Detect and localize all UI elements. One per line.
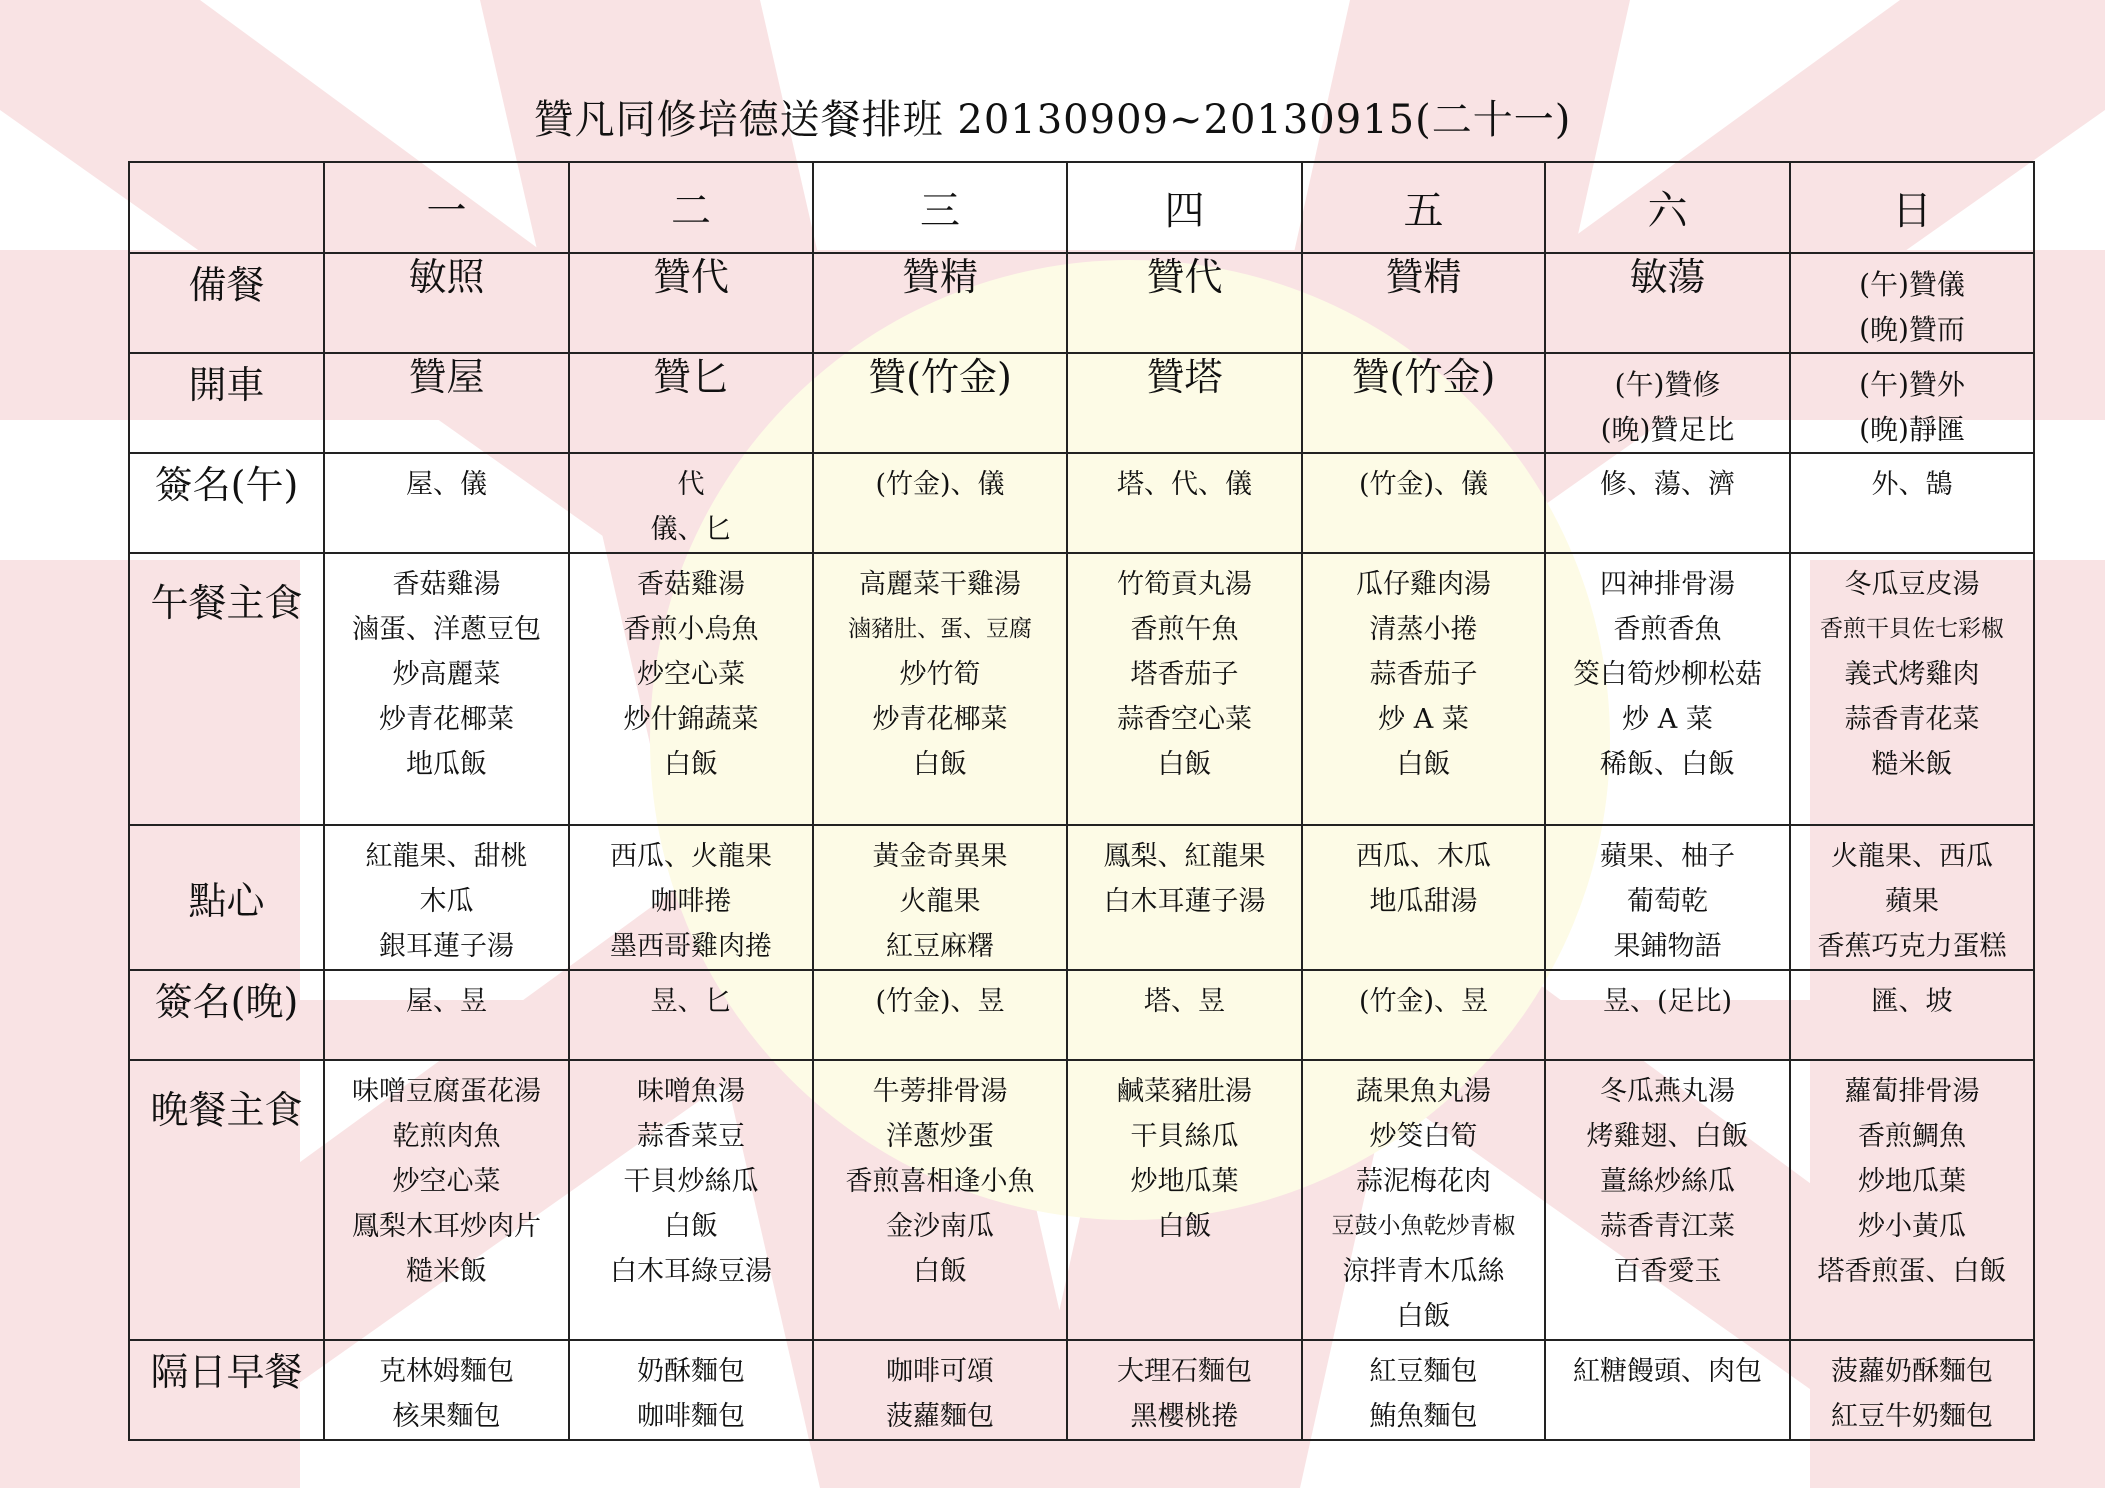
schedule-cell: [1790, 553, 2034, 825]
cell-line: 瓜仔雞肉湯: [1356, 569, 1491, 600]
row-breakfast: [129, 1340, 2034, 1440]
cell-line: 墨西哥雞肉捲: [610, 931, 772, 962]
cell-line: 蒜香青江菜: [1600, 1211, 1735, 1242]
cell-line: 塔、昱: [1144, 986, 1225, 1017]
cell-line: 贊(竹金): [1351, 355, 1496, 399]
cell-line: 塔香煎蛋、白飯: [1817, 1256, 2007, 1287]
schedule-cell: [813, 453, 1067, 553]
cell-line: 蒜香空心菜: [1117, 704, 1252, 735]
row-label: 簽名(午): [129, 453, 324, 553]
schedule-cell: [1302, 353, 1545, 453]
cell-line: 白飯: [1157, 1211, 1212, 1242]
schedule-cell: [1067, 553, 1302, 825]
schedule-cell: [569, 1340, 813, 1440]
cell-line: 核果麵包: [392, 1401, 501, 1432]
cell-line: 昱、匕: [650, 986, 732, 1017]
schedule-cell: [1790, 970, 2034, 1060]
cell-line: 昱、(足比): [1602, 986, 1733, 1017]
cell-line: 贊代: [652, 255, 729, 299]
cell-line: 乾煎肉魚: [392, 1121, 501, 1152]
schedule-cell: [813, 253, 1067, 353]
cell-line: 高麗菜干雞湯: [859, 569, 1021, 600]
cell-line: (晚)靜匯: [1859, 413, 1965, 446]
schedule-cell: [1545, 253, 1790, 353]
row-label: 開車: [129, 353, 324, 453]
schedule-cell: [1067, 353, 1302, 453]
schedule-cell: [1067, 970, 1302, 1060]
cell-line: 香煎喜相逢小魚: [845, 1166, 1035, 1197]
schedule-cell: [1067, 453, 1302, 553]
cell-line: 炒高麗菜: [392, 659, 501, 690]
cell-line: 銀耳蓮子湯: [379, 931, 514, 962]
cell-line: 白木耳蓮子湯: [1103, 886, 1266, 917]
cell-line: 地瓜飯: [406, 749, 487, 780]
cell-line: 火龍果: [899, 886, 981, 917]
cell-line: 蒜香菜豆: [637, 1121, 745, 1152]
cell-line: 洋蔥炒蛋: [886, 1121, 994, 1152]
schedule-cell: [813, 825, 1067, 970]
cell-line: (午)贊儀: [1859, 268, 1965, 301]
cell-line: 香菇雞湯: [392, 569, 501, 600]
cell-line: 筊白筍炒柳松菇: [1573, 659, 1762, 690]
header-corner-cell: [129, 162, 324, 253]
cell-line: 贊精: [1385, 255, 1462, 299]
schedule-cell: [1067, 253, 1302, 353]
row-label: 備餐: [129, 253, 324, 353]
schedule-cell: [1790, 1060, 2034, 1340]
cell-line: 竹筍貢丸湯: [1117, 569, 1252, 600]
cell-line: 香煎干貝佐七彩椒: [1820, 616, 2004, 642]
cell-line: (晚)贊足比: [1600, 413, 1735, 446]
schedule-cell: [1302, 1340, 1545, 1440]
cell-line: 修、蕩、濟: [1600, 469, 1735, 500]
cell-line: 糙米飯: [1871, 749, 1953, 780]
cell-line: 菠蘿麵包: [886, 1401, 994, 1432]
cell-line: 鳳梨、紅龍果: [1103, 841, 1266, 872]
cell-line: 西瓜、火龍果: [610, 841, 772, 872]
cell-line: 炒什錦蔬菜: [623, 704, 759, 735]
header-row: [129, 162, 2034, 253]
schedule-cell: [813, 353, 1067, 453]
cell-line: 白飯: [664, 749, 718, 780]
cell-line: 香煎鯛魚: [1858, 1121, 1966, 1152]
cell-line: (竹金)、昱: [875, 986, 1005, 1017]
cell-line: 贊塔: [1146, 355, 1223, 399]
cell-line: (竹金)、昱: [1358, 986, 1489, 1017]
cell-line: 干貝絲瓜: [1130, 1121, 1239, 1152]
cell-line: 冬瓜豆皮湯: [1844, 569, 1980, 600]
cell-line: 義式烤雞肉: [1844, 659, 1980, 690]
cell-line: 炒小黃瓜: [1858, 1211, 1966, 1242]
schedule-cell: [569, 553, 813, 825]
cell-line: (午)贊外: [1859, 368, 1965, 401]
cell-line: 炒青花椰菜: [379, 704, 514, 735]
schedule-cell: [569, 970, 813, 1060]
cell-line: 屋、昱: [406, 986, 487, 1017]
cell-line: 贊精: [901, 255, 978, 299]
cell-line: 敏照: [408, 255, 485, 299]
cell-line: 紅豆麻糬: [886, 931, 994, 962]
schedule-cell: [1545, 1340, 1790, 1440]
cell-line: 贊(竹金): [868, 355, 1012, 399]
schedule-cell: [324, 253, 569, 353]
row-sign-eve: [129, 970, 2034, 1060]
cell-line: 果鋪物語: [1613, 931, 1722, 962]
day-header: 一: [324, 162, 569, 253]
cell-line: 白飯: [913, 1256, 967, 1287]
cell-line: 蔬果魚丸湯: [1356, 1076, 1491, 1107]
schedule-cell: [1790, 825, 2034, 970]
cell-line: 大理石麵包: [1117, 1356, 1252, 1387]
cell-line: 贊代: [1146, 255, 1223, 299]
cell-line: 滷豬肚、蛋、豆腐: [848, 616, 1032, 642]
cell-line: 百香愛玉: [1613, 1256, 1722, 1287]
cell-line: 菠蘿奶酥麵包: [1831, 1356, 1993, 1387]
cell-line: 鳳梨木耳炒肉片: [352, 1211, 541, 1242]
schedule-cell: [1302, 253, 1545, 353]
cell-line: 蘿蔔排骨湯: [1844, 1076, 1980, 1107]
row-label: 簽名(晚): [129, 970, 324, 1060]
cell-line: 咖啡麵包: [637, 1401, 745, 1432]
schedule-cell: [324, 970, 569, 1060]
schedule-cell: [569, 253, 813, 353]
cell-line: 炒青花椰菜: [872, 704, 1008, 735]
cell-line: 滷蛋、洋蔥豆包: [352, 614, 541, 645]
cell-line: 炒 A 菜: [1622, 704, 1713, 735]
cell-line: 鮪魚麵包: [1369, 1401, 1478, 1432]
day-header: 四: [1067, 162, 1302, 253]
schedule-cell: [324, 553, 569, 825]
cell-line: 糙米飯: [406, 1256, 487, 1287]
cell-line: 涼拌青木瓜絲: [1342, 1256, 1505, 1287]
row-sign-noon: [129, 453, 2034, 553]
schedule-cell: [324, 453, 569, 553]
cell-line: 儀、匕: [650, 514, 732, 545]
cell-line: (午)贊修: [1614, 368, 1721, 401]
cell-line: 白飯: [1396, 1301, 1451, 1332]
row-dinner: [129, 1060, 2034, 1340]
cell-line: 金沙南瓜: [886, 1211, 994, 1242]
row-label: 午餐主食: [129, 553, 324, 825]
cell-line: 西瓜、木瓜: [1356, 841, 1491, 872]
schedule-cell: [1302, 453, 1545, 553]
cell-line: 塔香茄子: [1130, 659, 1239, 690]
cell-line: 白飯: [664, 1211, 718, 1242]
row-label: 點心: [129, 825, 324, 970]
cell-line: 蒜泥梅花肉: [1356, 1166, 1491, 1197]
cell-line: 牛蒡排骨湯: [872, 1076, 1008, 1107]
cell-line: 咖啡捲: [650, 886, 732, 917]
cell-line: 贊匕: [652, 355, 729, 399]
schedule-cell: [569, 1060, 813, 1340]
schedule-cell: [569, 825, 813, 970]
cell-line: (竹金)、儀: [1358, 469, 1489, 500]
schedule-cell: [324, 1340, 569, 1440]
schedule-cell: [1302, 970, 1545, 1060]
schedule-cell: [813, 553, 1067, 825]
cell-line: 香煎香魚: [1613, 614, 1722, 645]
cell-line: 贊屋: [408, 355, 485, 399]
cell-line: 克林姆麵包: [379, 1356, 514, 1387]
cell-line: 炒竹筍: [899, 659, 981, 690]
cell-line: 烤雞翅、白飯: [1586, 1121, 1749, 1152]
row-label: 隔日早餐: [129, 1340, 324, 1440]
cell-line: 黑櫻桃捲: [1130, 1401, 1239, 1432]
cell-line: 紅糖饅頭、肉包: [1573, 1356, 1762, 1387]
schedule-cell: [324, 825, 569, 970]
cell-line: 敏蕩: [1629, 255, 1706, 299]
day-header: 三: [813, 162, 1067, 253]
cell-line: 咖啡可頌: [886, 1356, 994, 1387]
schedule-cell: [1790, 253, 2034, 353]
cell-line: 蘋果、柚子: [1600, 841, 1735, 872]
cell-line: 白飯: [1396, 749, 1451, 780]
schedule-cell: [324, 1060, 569, 1340]
row-lunch: [129, 553, 2034, 825]
schedule-cell: [813, 1340, 1067, 1440]
schedule-cell: [1545, 453, 1790, 553]
cell-line: 白飯: [913, 749, 967, 780]
cell-line: (晚)贊而: [1859, 313, 1965, 346]
cell-line: 香煎午魚: [1130, 614, 1239, 645]
row-prep: [129, 253, 2034, 353]
cell-line: 薑絲炒絲瓜: [1600, 1166, 1735, 1197]
schedule-cell: [813, 970, 1067, 1060]
schedule-cell: [1302, 1060, 1545, 1340]
cell-line: 地瓜甜湯: [1369, 886, 1478, 917]
cell-line: 屋、儀: [406, 469, 487, 500]
cell-line: 白飯: [1157, 749, 1212, 780]
cell-line: 四神排骨湯: [1600, 569, 1735, 600]
schedule-cell: [569, 353, 813, 453]
schedule-cell: [1790, 1340, 2034, 1440]
cell-line: 紅豆麵包: [1369, 1356, 1478, 1387]
schedule-cell: [1302, 825, 1545, 970]
schedule-cell: [324, 353, 569, 453]
cell-line: 香煎小烏魚: [623, 614, 759, 645]
cell-line: 味噌豆腐蛋花湯: [352, 1076, 541, 1107]
cell-line: 代: [677, 469, 705, 500]
row-label: 晚餐主食: [129, 1060, 324, 1340]
cell-line: 塔、代、儀: [1117, 469, 1252, 500]
schedule-cell: [1545, 353, 1790, 453]
schedule-cell: [1545, 970, 1790, 1060]
schedule-cell: [569, 453, 813, 553]
cell-line: 豆鼓小魚乾炒青椒: [1331, 1213, 1516, 1239]
cell-line: 木瓜: [419, 886, 474, 917]
schedule-cell: [1302, 553, 1545, 825]
cell-line: 味噌魚湯: [637, 1076, 745, 1107]
cell-line: 炒地瓜葉: [1130, 1166, 1239, 1197]
schedule-cell: [1790, 453, 2034, 553]
schedule-cell: [1545, 1060, 1790, 1340]
schedule-cell: [1790, 353, 2034, 453]
cell-line: 稀飯、白飯: [1600, 749, 1735, 780]
schedule-table: [128, 161, 2035, 1441]
day-header: 五: [1302, 162, 1545, 253]
schedule-cell: [1067, 825, 1302, 970]
cell-line: 紅龍果、甜桃: [365, 841, 528, 872]
cell-line: 冬瓜燕丸湯: [1600, 1076, 1735, 1107]
cell-line: 黃金奇異果: [872, 841, 1008, 872]
cell-line: 炒 A 菜: [1378, 704, 1469, 735]
schedule-cell: [1067, 1340, 1302, 1440]
cell-line: 香蕉巧克力蛋糕: [1817, 931, 2007, 962]
cell-line: 清蒸小捲: [1369, 614, 1478, 645]
cell-line: 葡萄乾: [1627, 886, 1708, 917]
cell-line: 炒地瓜葉: [1858, 1166, 1966, 1197]
schedule-cell: [1067, 1060, 1302, 1340]
cell-line: 蒜香茄子: [1369, 659, 1478, 690]
cell-line: 炒空心菜: [637, 659, 745, 690]
cell-line: 蘋果: [1885, 886, 1939, 917]
cell-line: 蒜香青花菜: [1844, 704, 1980, 735]
cell-line: 火龍果、西瓜: [1831, 841, 1993, 872]
day-header: 二: [569, 162, 813, 253]
schedule-cell: [1545, 553, 1790, 825]
cell-line: 鹹菜豬肚湯: [1117, 1076, 1252, 1107]
cell-line: 炒筊白筍: [1369, 1121, 1478, 1152]
cell-line: 干貝炒絲瓜: [623, 1166, 759, 1197]
row-snack: [129, 825, 2034, 970]
cell-line: 香菇雞湯: [637, 569, 745, 600]
schedule-cell: [813, 1060, 1067, 1340]
cell-line: 外、鵠: [1871, 469, 1953, 500]
cell-line: (竹金)、儀: [875, 469, 1005, 500]
cell-line: 白木耳綠豆湯: [610, 1256, 772, 1287]
cell-line: 奶酥麵包: [637, 1356, 745, 1387]
day-header: 六: [1545, 162, 1790, 253]
page-title: 贊凡同修培德送餐排班 20130909~20130915(二十一): [533, 97, 1572, 143]
day-header: 日: [1790, 162, 2034, 253]
row-drive: [129, 353, 2034, 453]
cell-line: 匯、坡: [1871, 986, 1953, 1017]
schedule-cell: [1545, 825, 1790, 970]
cell-line: 炒空心菜: [392, 1166, 501, 1197]
cell-line: 紅豆牛奶麵包: [1831, 1401, 1993, 1432]
